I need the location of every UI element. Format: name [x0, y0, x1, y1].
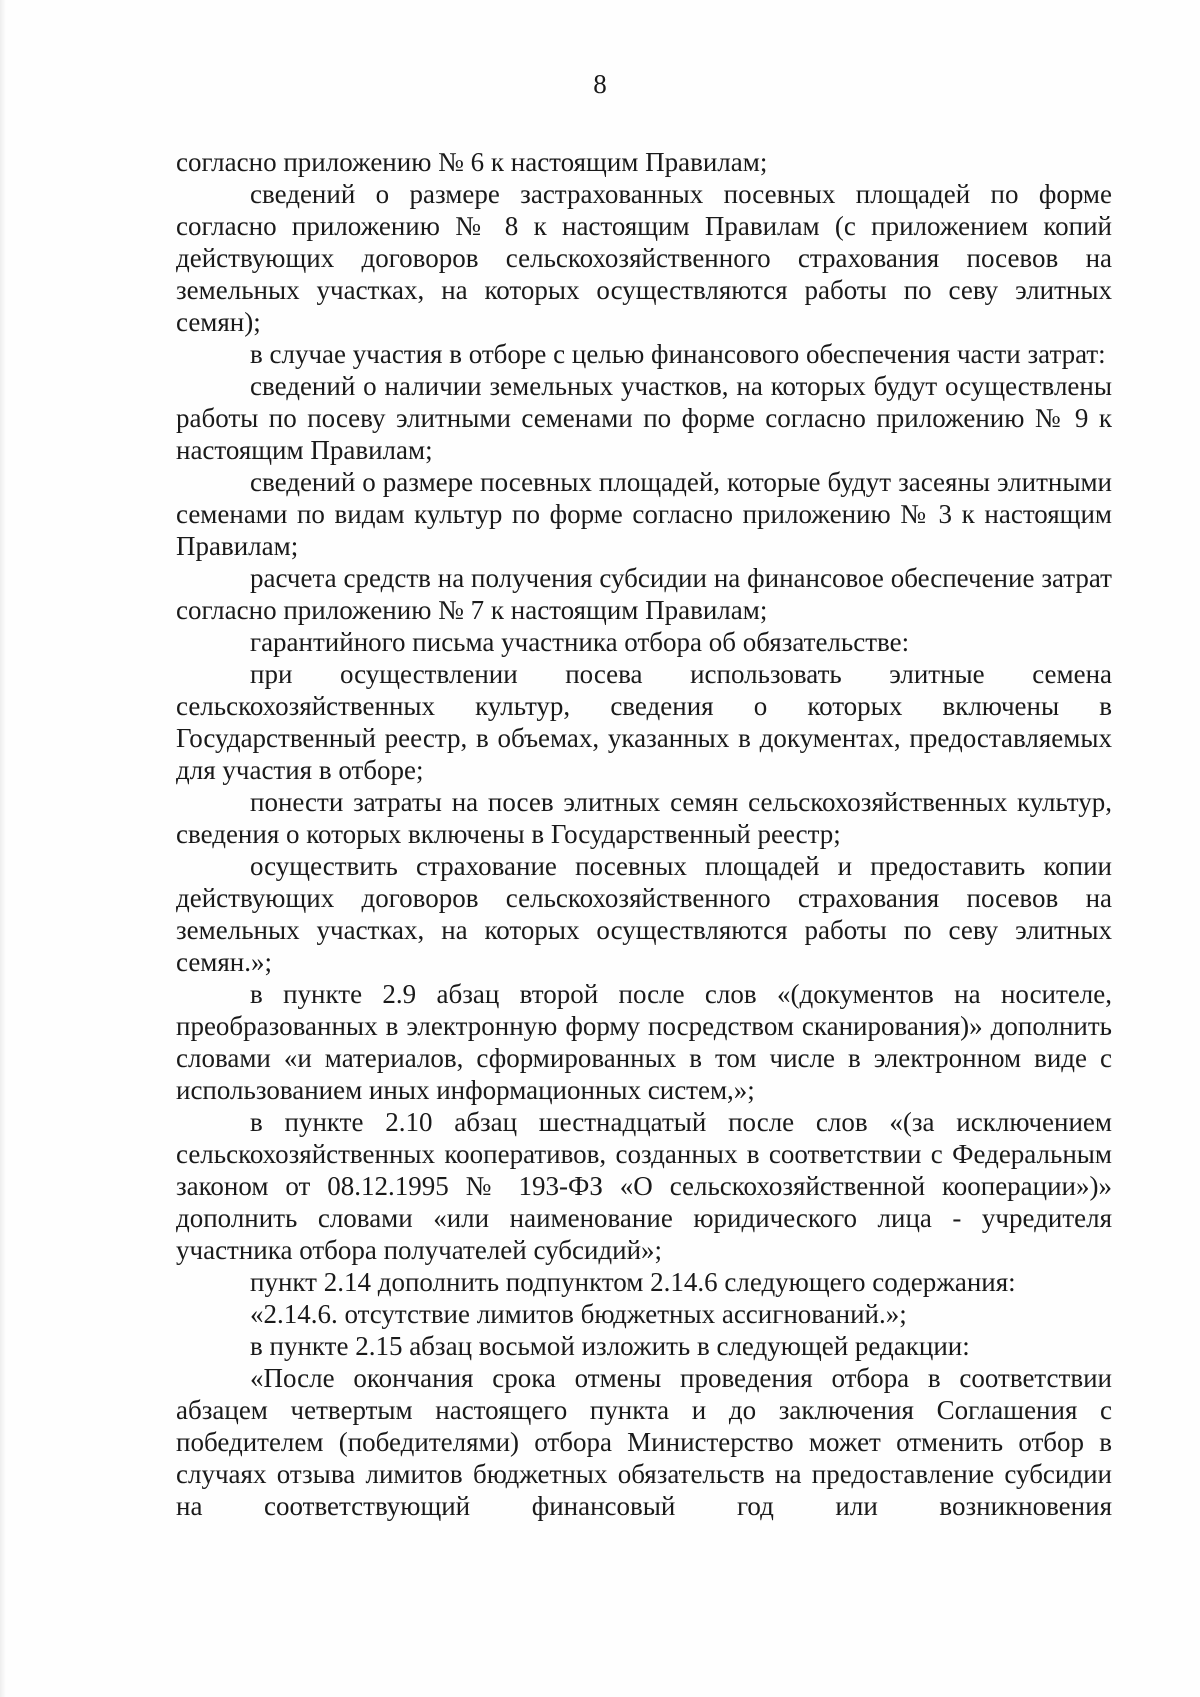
document-body [176, 146, 1112, 1522]
paragraph: сведений о размере посевных площадей, которые будут засеяны элитными семенами по видам культур по форме согласно приложению № 3 к настоящим Правилам; [176, 467, 1112, 561]
paragraph: согласно приложению № 6 к настоящим Правилам; [176, 147, 768, 177]
paragraph: «После окончания срока отмены проведения отбора в соответствии абзацем четвертым настоящего пункта и до заключения Соглашения с победителем (победителями) отбора Министерство может отменить отбор в случаях отзыва лимитов бюджетных обязательств на предоставление субсидии на соответствующий финансовый год или возникновения [176, 1363, 1112, 1521]
paragraph: при осуществлении посева использовать элитные семена сельскохозяйственных культур, сведения о которых включены в Государственный реестр, в объемах, указанных в документах, предоставляемых для участия в отборе; [176, 659, 1112, 785]
paragraph: осуществить страхование посевных площадей и предоставить копии действующих договоров сельскохозяйственного страхования посевов на земельных участках, на которых осуществляются работы по севу элитных семян.»; [176, 851, 1112, 977]
page-number: 8 [593, 69, 607, 99]
paragraph: «2.14.6. отсутствие лимитов бюджетных ассигнований.»; [250, 1299, 907, 1329]
paragraph: в пункте 2.10 абзац шестнадцатый после слов «(за исключением сельскохозяйственных кооперативов, созданных в соответствии с Федеральным законом от 08.12.1995 № 193-ФЗ «О сельскохозяйственной кооперации»)» дополнить словами «или наименование юридического лица - учредителя участника отбора получателей субсидий»; [176, 1107, 1112, 1265]
paragraph: в пункте 2.15 абзац восьмой изложить в следующей редакции: [250, 1331, 970, 1361]
paragraph: в пункте 2.9 абзац второй после слов «(документов на носителе, преобразованных в электронную форму посредством сканирования)» дополнить словами «и материалов, сформированных в том числе в электронном виде с использованием иных информационных систем,»; [176, 979, 1112, 1105]
paragraph: понести затраты на посев элитных семян сельскохозяйственных культур, сведения о которых включены в Государственный реестр; [176, 787, 1112, 849]
paragraph: расчета средств на получения субсидии на финансовое обеспечение затрат согласно приложению № 7 к настоящим Правилам; [176, 563, 1112, 625]
paragraph: пункт 2.14 дополнить подпунктом 2.14.6 следующего содержания: [250, 1267, 1016, 1297]
paragraph: в случае участия в отборе с целью финансового обеспечения части затрат: [250, 339, 1106, 369]
paragraph: сведений о наличии земельных участков, на которых будут осуществлены работы по посеву элитными семенами по форме согласно приложению № 9 к настоящим Правилам; [176, 371, 1112, 465]
scan-edge-shadow [0, 0, 6, 1697]
paragraph: гарантийного письма участника отбора об обязательстве: [250, 627, 910, 657]
paragraph: сведений о размере застрахованных посевных площадей по форме согласно приложению № 8 к настоящим Правилам (с приложением копий действующих договоров сельскохозяйственного страхования посевов на земельных участках, на которых осуществляются работы по севу элитных семян); [176, 179, 1112, 337]
